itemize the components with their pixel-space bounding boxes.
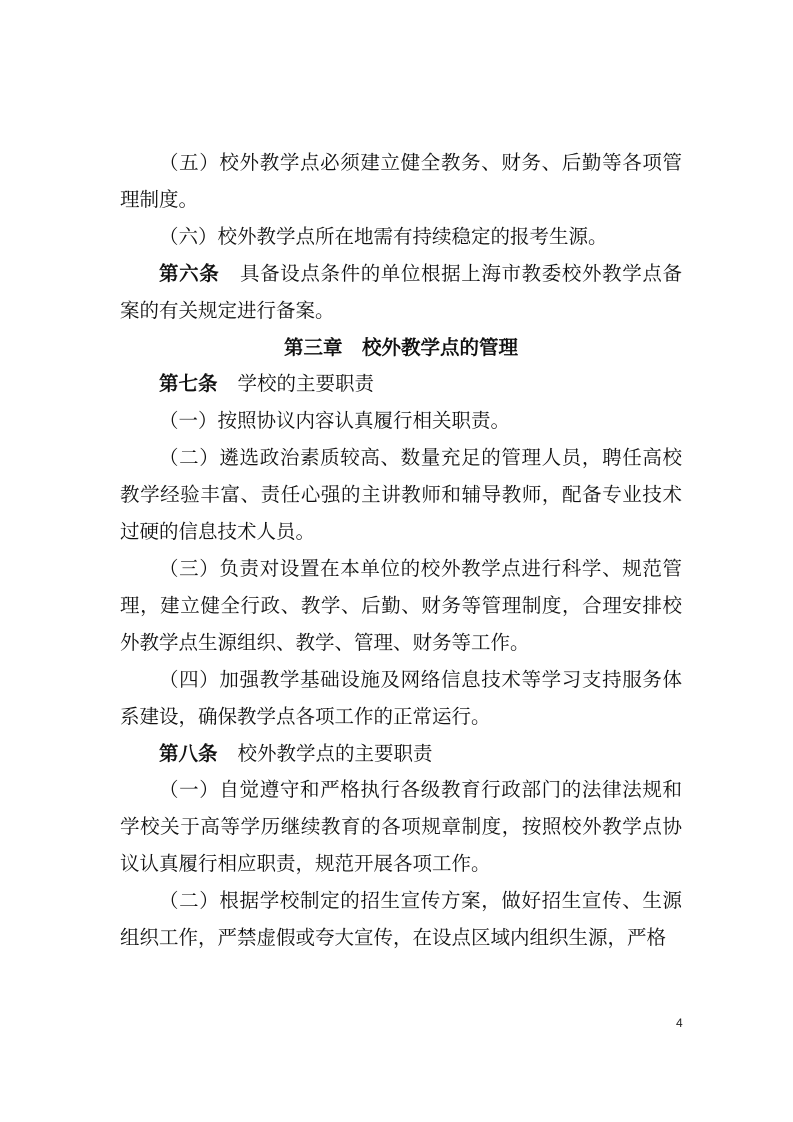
article-label: 第六条 <box>159 261 220 285</box>
paragraph-item-5 <box>120 145 682 219</box>
paragraph-text: （五）校外教学点必须建立健全教务、财务、后勤等各项管理制度。 <box>120 151 682 211</box>
paragraph-text: （六）校外教学点所在地需有持续稳定的报考生源。 <box>159 224 608 248</box>
paragraph-item-6 <box>120 219 682 256</box>
article-7-item-3 <box>120 551 682 662</box>
paragraph-text: 学校的主要职责 <box>237 372 375 396</box>
paragraph-text: 校外教学点的主要职责 <box>237 741 433 765</box>
article-7-item-1 <box>120 403 682 440</box>
page-number: 4 <box>676 1016 683 1030</box>
paragraph-text: （三）负责对设置在本单位的校外教学点进行科学、规范管理，建立健全行政、教学、后勤、财务等管理制度，合理安排校外教学点生源组织、教学、管理、财务等工作。 <box>120 556 682 654</box>
paragraph-text: （四）加强教学基础设施及网络信息技术等学习支持服务体系建设，确保教学点各项工作的正常运行。 <box>120 667 682 728</box>
article-7-item-4 <box>120 662 682 736</box>
document-body <box>120 145 682 957</box>
article-8-item-2 <box>120 883 682 957</box>
article-label: 第七条 <box>159 372 218 396</box>
article-label: 第八条 <box>159 741 218 765</box>
chapter-heading: 第三章 校外教学点的管理 <box>283 335 518 359</box>
article-6 <box>120 256 682 330</box>
article-7 <box>120 366 682 403</box>
paragraph-text: （二）根据学校制定的招生宣传方案，做好招生宣传、生源组织工作，严禁虚假或夸大宣传，在设点区域内组织生源，严格 <box>120 889 682 950</box>
paragraph-text: （一）按照协议内容认真履行相关职责。 <box>159 409 511 433</box>
paragraph-text: 具备设点条件的单位根据上海市教委校外教学点备案的有关规定进行备案。 <box>120 261 682 322</box>
article-8 <box>120 736 682 773</box>
article-7-item-2 <box>120 440 682 551</box>
paragraph-text: （一）自觉遵守和严格执行各级教育行政部门的法律法规和学校关于高等学历继续教育的各项规章制度，按照校外教学点协议认真履行相应职责，规范开展各项工作。 <box>120 778 682 876</box>
paragraph-text: （二）遴选政治素质较高、数量充足的管理人员，聘任高校教学经验丰富、责任心强的主讲教师和辅导教师，配备专业技术过硬的信息技术人员。 <box>120 446 682 544</box>
article-8-item-1 <box>120 772 682 883</box>
